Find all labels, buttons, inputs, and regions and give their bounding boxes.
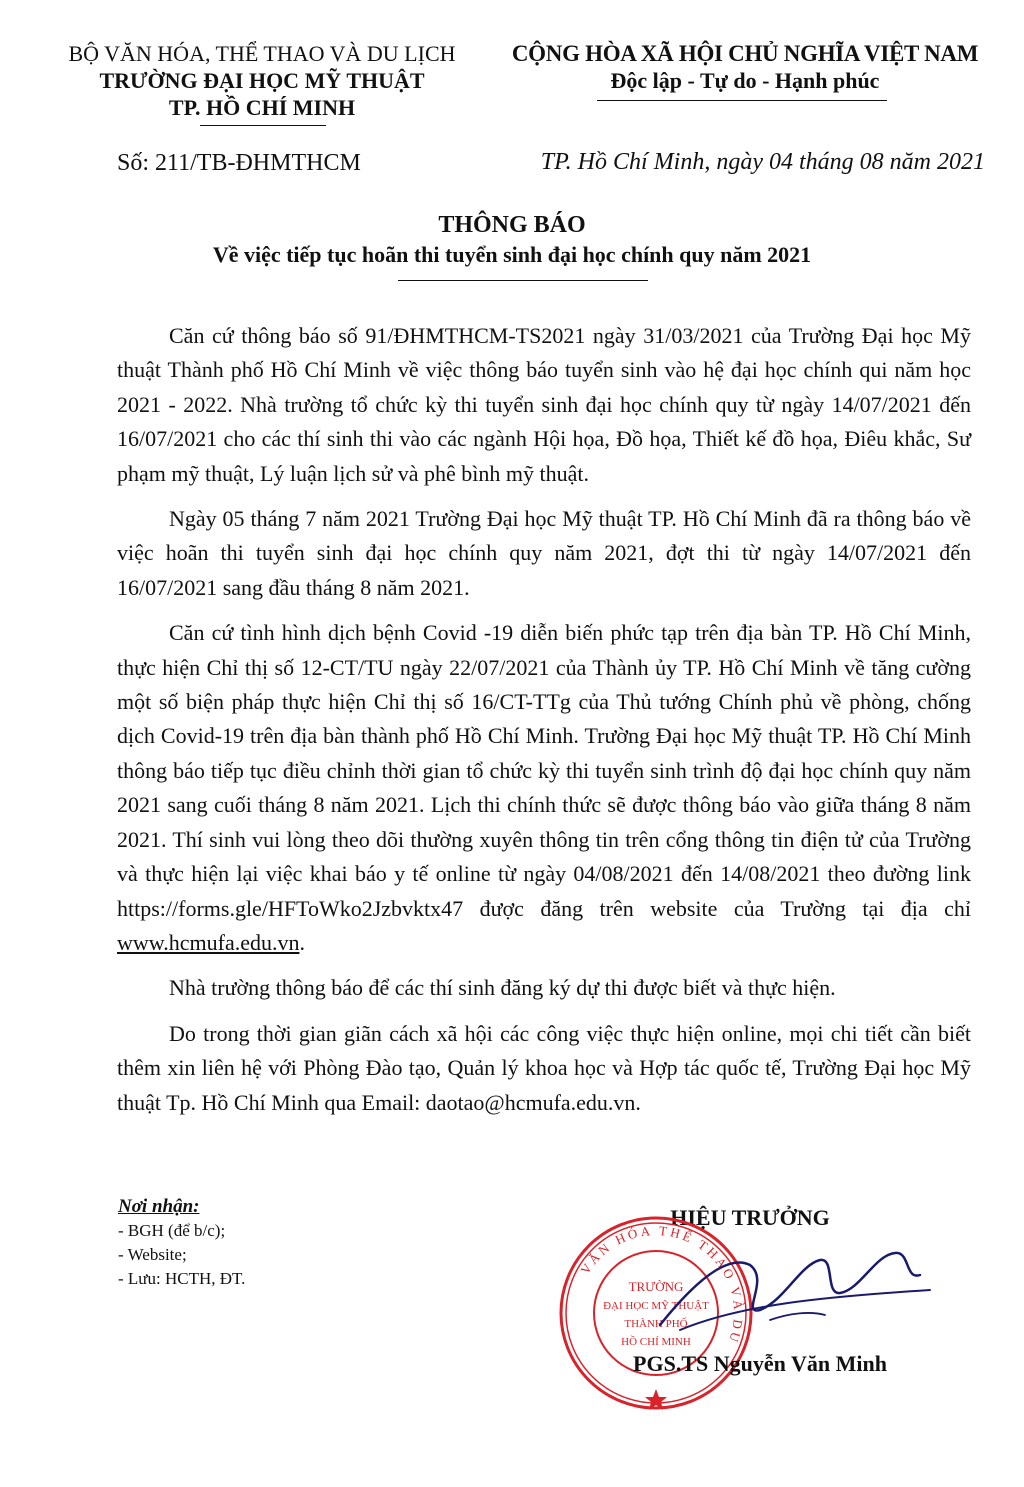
school-city: TP. HỒ CHÍ MINH (168, 95, 356, 120)
paragraph-3-text: Căn cứ tình hình dịch bệnh Covid -19 diễn biến phức tạp trên địa bàn TP. Hồ Chí Minh, thực hiện Chỉ thị số 12-CT/TU ngày 22/07/2021 của Thành ủy TP. Hồ Chí Minh về tăng cường một số biện pháp thực hiện Chỉ thị số 16/CT-TTg của Thủ tướng Chính phủ về phòng, chống dịch Covid-19 trên địa bàn thành phố Hồ Chí Minh. Trường Đại học Mỹ thuật TP. Hồ Chí Minh thông báo tiếp tục điều chỉnh thời gian tổ chức kỳ thi tuyển sinh trình độ đại học chính quy năm 2021 sang cuối tháng 8 năm 2021. Lịch thi chính thức sẽ được thông báo vào giữa tháng 8 năm 2021. Thí sinh vui lòng theo dõi thường xuyên thông tin trên cổng thông tin điện tử của Trường và thực hiện lại việc khai báo y tế online từ ngày 04/08/2021 đến 14/08/2021 theo đường link https://forms.gle/HFToWko2Jzbvktx47 được đăng trên website của Trường tại địa chỉ (117, 620, 971, 921)
stamp-center-line: THÀNH PHỐ (624, 1318, 688, 1330)
paragraph-3: Căn cứ tình hình dịch bệnh Covid -19 diễn biến phức tạp trên địa bàn TP. Hồ Chí Minh, thực hiện Chỉ thị số 12-CT/TU ngày 22/07/2021 của Thành ủy TP. Hồ Chí Minh về tăng cường một số biện pháp thực hiện Chỉ thị số 16/CT-TTg của Thủ tướng Chính phủ về phòng, chống dịch Covid-19 trên địa bàn thành phố Hồ Chí Minh. Trường Đại học Mỹ thuật TP. Hồ Chí Minh thông báo tiếp tục điều chỉnh thời gian tổ chức kỳ thi tuyển sinh trình độ đại học chính quy năm 2021 sang cuối tháng 8 năm 2021. Lịch thi chính thức sẽ được thông báo vào giữa tháng 8 năm 2021. Thí sinh vui lòng theo dõi thường xuyên thông tin trên cổng thông tin điện tử của Trường và thực hiện lại việc khai báo y tế online từ ngày 04/08/2021 đến 14/08/2021 theo đường link https://forms.gle/HFToWko2Jzbvktx47 được đăng trên website của Trường tại địa chỉ www.hcmufa.edu.vn. (117, 620, 971, 955)
motto-underline (597, 100, 887, 101)
handwritten-signature (620, 1235, 940, 1355)
school-name: TRƯỜNG ĐẠI HỌC MỸ THUẬT (99, 68, 425, 93)
recipients-block (118, 1195, 448, 1291)
ministry-name: BỘ VĂN HÓA, THỂ THAO VÀ DU LỊCH (68, 41, 456, 66)
national-motto: Độc lập - Tự do - Hạnh phúc (610, 68, 880, 93)
stamp-center-line: HỒ CHÍ MINH (621, 1336, 691, 1348)
issuer-underline (200, 125, 326, 126)
document-title: THÔNG BÁO (438, 212, 586, 238)
country-name: CỘNG HÒA XÃ HỘI CHỦ NGHĨA VIỆT NAM (511, 41, 979, 66)
recipient-item: - Lưu: HCTH, ĐT. (118, 1269, 246, 1288)
stamp-center-line: ĐẠI HỌC MỸ THUẬT (603, 1300, 709, 1312)
recipient-item: - BGH (để b/c); (118, 1221, 226, 1240)
document-subtitle: Về việc tiếp tục hoãn thi tuyển sinh đại học chính quy năm 2021 (212, 242, 812, 267)
paragraph-4: Nhà trường thông báo để các thí sinh đăng ký dự thi được biết và thực hiện. (169, 975, 836, 1001)
signatory-title: HIỆU TRƯỞNG (670, 1205, 830, 1230)
national-header (500, 40, 990, 94)
paragraph-5: Do trong thời gian giãn cách xã hội các công việc thực hiện online, mọi chi tiết cần biết thêm xin liên hệ với Phòng Đào tạo, Quản lý khoa học và Hợp tác quốc tế, Trường Đại học Mỹ thuật Tp. Hồ Chí Minh qua Email: daotao@hcmufa.edu.vn. (117, 1020, 971, 1115)
stamp-ring-text: VĂN HÓA THỂ THAO VÀ DU (577, 1222, 747, 1347)
stamp-center-line: TRƯỜNG (628, 1279, 684, 1294)
signatory-name: PGS.TS Nguyễn Văn Minh (633, 1351, 887, 1376)
recipients-title: Nơi nhận: (118, 1196, 200, 1217)
issuer-block (62, 40, 462, 121)
document-body (117, 319, 971, 1131)
paragraph-2: Ngày 05 tháng 7 năm 2021 Trường Đại học Mỹ thuật TP. Hồ Chí Minh đã ra thông báo về việc hoãn thi tuyển sinh đại học chính quy năm 2021, đợt thi từ ngày 14/07/2021 đến 16/07/2021 sang đầu tháng 8 năm 2021. (117, 506, 971, 600)
recipient-item: - Website; (118, 1245, 187, 1264)
website-link[interactable]: www.hcmufa.edu.vn (117, 929, 300, 955)
document-number: Số: 211/TB-ĐHMTHCM (117, 150, 361, 176)
paragraph-1: Căn cứ thông báo số 91/ĐHMTHCM-TS2021 ngày 31/03/2021 của Trường Đại học Mỹ thuật Thành phố Hồ Chí Minh về việc thông báo tuyển sinh vào hệ đại học chính qui năm học 2021 - 2022. Nhà trường tổ chức kỳ thi tuyển sinh đại học chính quy từ ngày 14/07/2021 đến 16/07/2021 cho các thí sinh thi vào các ngành Hội họa, Đồ họa, Thiết kế đồ họa, Điêu khắc, Sư phạm mỹ thuật, Lý luận lịch sử và phê bình mỹ thuật. (117, 323, 971, 486)
title-underline (398, 280, 648, 281)
place-and-date: TP. Hồ Chí Minh, ngày 04 tháng 08 năm 2021 (540, 149, 985, 175)
